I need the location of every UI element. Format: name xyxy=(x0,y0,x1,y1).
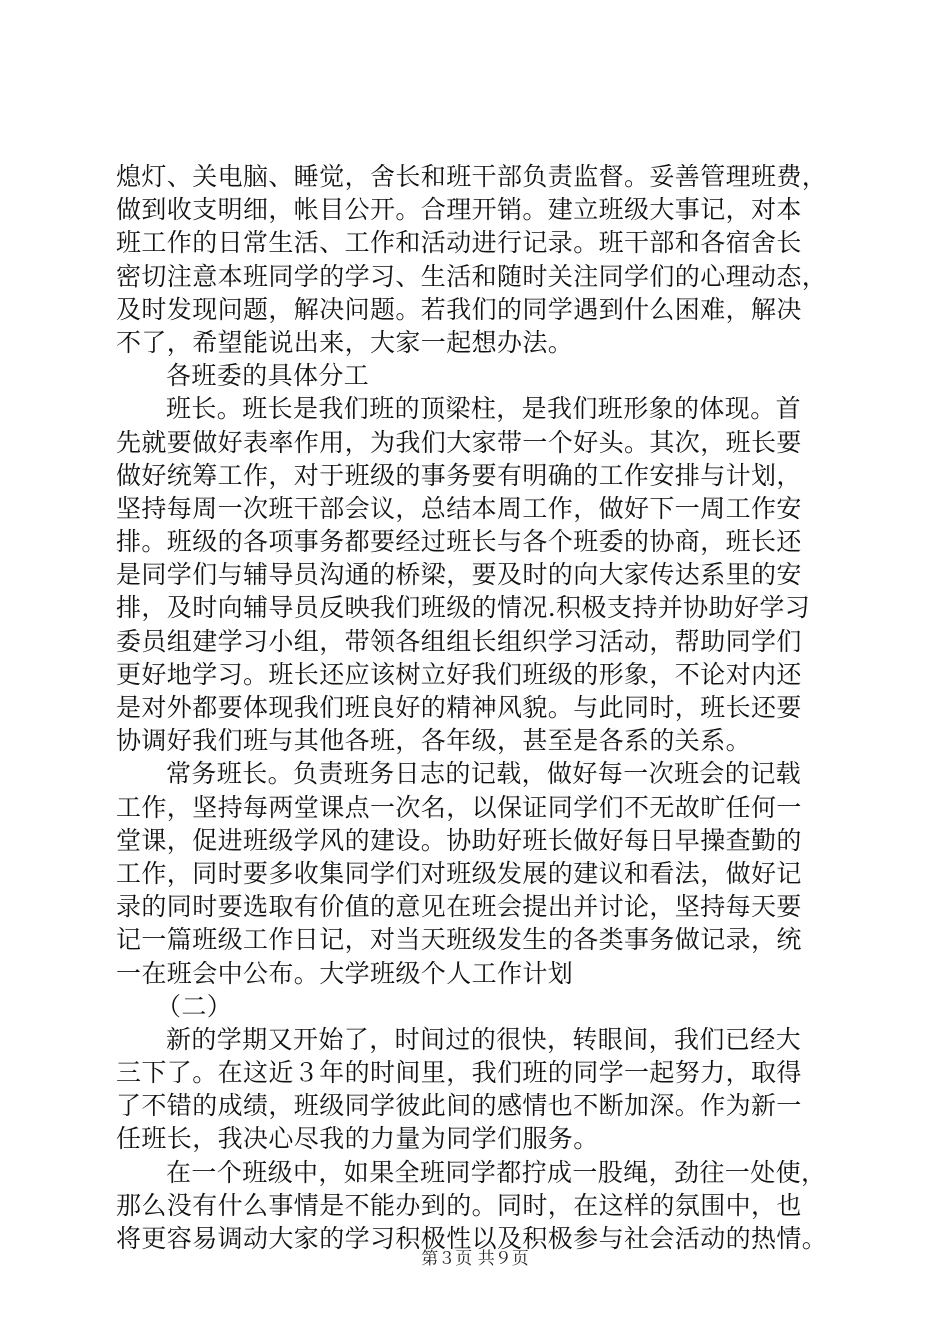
page-number-footer: 第３页 共９页 xyxy=(421,1249,529,1269)
text-line: 三下了。在这近３年的时间里，我们班的同学一起努力，取得 xyxy=(116,1058,802,1088)
text-line: 一在班会中公布。大学班级个人工作计划 xyxy=(116,958,574,988)
text-line: 委员组建学习小组，带领各组组长组织学习活动，帮助同学们 xyxy=(116,626,802,656)
text-line: 工作，坚持每两堂课点一次名，以保证同学们不无故旷任何一 xyxy=(116,792,802,822)
section-number: （二） xyxy=(156,991,233,1021)
text-line: 常务班长。负责班务日志的记载，做好每一次班会的记载 xyxy=(166,759,802,789)
text-line: 协调好我们班与其他各班，各年级，甚至是各系的关系。 xyxy=(116,726,752,756)
text-line: 工作，同时要多收集同学们对班级发展的建议和看法，做好记 xyxy=(116,858,802,888)
text-line: 排，及时向辅导员反映我们班级的情况.积极支持并协助好学习 xyxy=(116,593,811,623)
text-line: 那么没有什么事情是不能办到的。同时，在这样的氛围中，也 xyxy=(116,1190,802,1220)
text-line: 是对外都要体现我们班良好的精神风貌。与此同时，班长还要 xyxy=(116,693,802,722)
text-line: 新的学期又开始了，时间过的很快，转眼间，我们已经大 xyxy=(166,1024,802,1054)
text-line: 将更容易调动大家的学习积极性以及积极参与社会活动的热情。 xyxy=(116,1224,828,1253)
text-line: 熄灯、关电脑、睡觉，舍长和班干部负责监督。妥善管理班费， xyxy=(116,162,828,191)
text-line: 坚持每周一次班干部会议，总结本周工作，做好下一周工作安 xyxy=(116,493,802,523)
text-line: 先就要做好表率作用，为我们大家带一个好头。其次，班长要 xyxy=(116,427,802,457)
text-line: 更好地学习。班长还应该树立好我们班级的形象，不论对内还 xyxy=(116,659,802,689)
text-line: 堂课，促进班级学风的建设。协助好班长做好每日早操查勤的 xyxy=(116,825,802,855)
text-line: 了不错的成绩，班级同学彼此间的感情也不断加深。作为新一 xyxy=(116,1091,802,1121)
text-line: 班工作的日常生活、工作和活动进行记录。班干部和各宿舍长 xyxy=(116,228,802,258)
text-line: 做到收支明细，帐目公开。合理开销。建立班级大事记，对本 xyxy=(116,195,802,225)
text-line: 不了，希望能说出来，大家一起想办法。 xyxy=(116,327,574,357)
text-line: 是同学们与辅导员沟通的桥梁，要及时的向大家传达系里的安 xyxy=(116,560,802,590)
text-line: 密切注意本班同学的学习、生活和随时关注同学们的心理动态， xyxy=(116,261,828,291)
text-line: 记一篇班级工作日记，对当天班级发生的各类事务做记录，统 xyxy=(116,925,802,955)
document-body xyxy=(116,160,842,1255)
text-line: 班长。班长是我们班的顶梁柱，是我们班形象的体现。首 xyxy=(166,394,802,424)
text-line: 排。班级的各项事务都要经过班长与各个班委的协商，班长还 xyxy=(116,527,802,557)
text-line: 在一个班级中，如果全班同学都拧成一股绳，劲往一处使， xyxy=(166,1157,827,1187)
text-line: 及时发现问题，解决问题。若我们的同学遇到什么困难，解决 xyxy=(116,294,802,324)
text-line: 任班长，我决心尽我的力量为同学们服务。 xyxy=(116,1124,599,1154)
text-line: 做好统筹工作，对于班级的事务要有明确的工作安排与计划， xyxy=(116,460,802,490)
text-line: 录的同时要选取有价值的意见在班会提出并讨论，坚持每天要 xyxy=(116,892,802,922)
section-heading: 各班委的具体分工 xyxy=(166,361,370,391)
